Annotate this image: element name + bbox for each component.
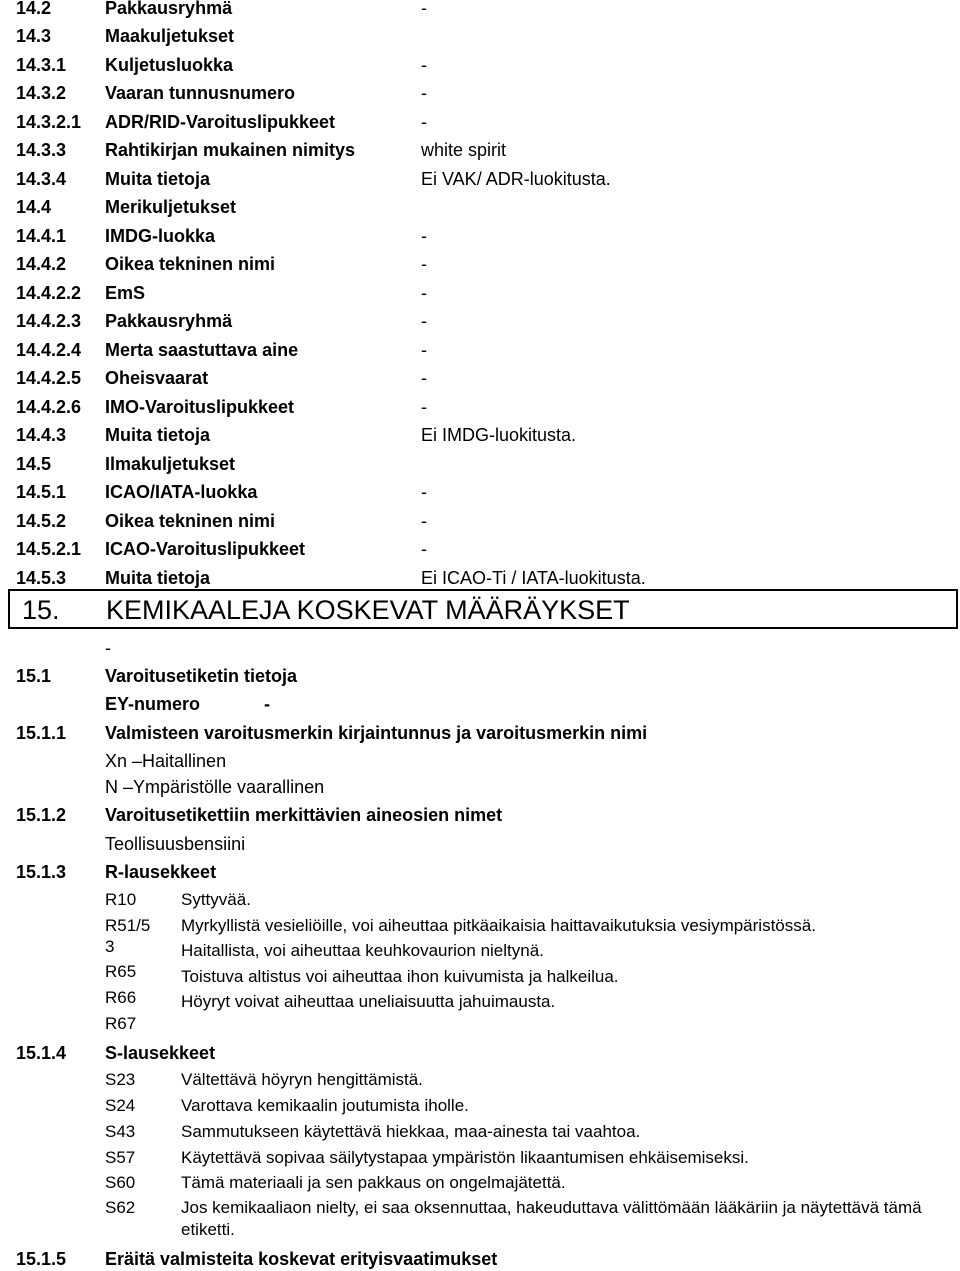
row-number: 14.3.4 bbox=[16, 169, 67, 189]
s-phrase-code: S57 bbox=[105, 1148, 136, 1167]
row-14-5-3 bbox=[0, 566, 960, 590]
row-14-3-4 bbox=[0, 167, 960, 191]
r-phrase-text: Haitallista, voi aiheuttaa keuhkovaurion nieltynä. bbox=[181, 941, 544, 960]
r-phrase-code: R51/5 bbox=[105, 916, 151, 935]
row-label: S-lausekkeet bbox=[105, 1043, 216, 1063]
s-phrase-code: S62 bbox=[105, 1198, 136, 1217]
row-value: - bbox=[421, 482, 427, 502]
row-label: EmS bbox=[105, 283, 146, 303]
row-15-1 bbox=[0, 664, 960, 688]
s-phrase-text: Sammutukseen käytettävä hiekkaa, maa-ainesta tai vaahtoa. bbox=[181, 1122, 641, 1141]
row-label: IMO-Varoituslipukkeet bbox=[105, 397, 295, 417]
row-value: - bbox=[421, 283, 427, 303]
r-phrase-text: Toistuva altistus voi aiheuttaa ihon kuivumista ja halkeilua. bbox=[181, 967, 619, 986]
ey-number-row bbox=[0, 692, 960, 716]
row-value: Ei VAK/ ADR-luokitusta. bbox=[421, 169, 611, 189]
row-label: Kuljetusluokka bbox=[105, 55, 234, 75]
row-label: Oikea tekninen nimi bbox=[105, 254, 276, 274]
row-value: - bbox=[421, 397, 427, 417]
r-phrase-code: R67 bbox=[105, 1014, 137, 1033]
r-phrase-text: Syttyvää. bbox=[181, 890, 251, 909]
row-label: Varoitusetikettiin merkittävien aineosien nimet bbox=[105, 805, 503, 825]
row-14-3-2-1 bbox=[0, 110, 960, 134]
row-label: Merta saastuttava aine bbox=[105, 340, 299, 360]
row-14-3-1 bbox=[0, 53, 960, 77]
row-number: 14.4.2.5 bbox=[16, 368, 82, 388]
row-14-4-3 bbox=[0, 423, 960, 447]
row-value: - bbox=[421, 368, 427, 388]
r-phrase-code: R65 bbox=[105, 962, 137, 981]
row-number: 14.5.1 bbox=[16, 482, 67, 502]
row-14-3 bbox=[0, 24, 960, 48]
row-label: Oikea tekninen nimi bbox=[105, 511, 276, 531]
row-label: ICAO-Varoituslipukkeet bbox=[105, 539, 306, 559]
s-phrase-text: Käytettävä sopivaa säilytystapaa ympäristön likaantumisen ehkäisemiseksi. bbox=[181, 1148, 749, 1167]
row-14-5-2-1 bbox=[0, 537, 960, 561]
row-value: white spirit bbox=[421, 140, 507, 160]
row-number: 14.5.2.1 bbox=[16, 539, 82, 559]
row-value: - bbox=[421, 83, 427, 103]
row-value: - bbox=[421, 511, 427, 531]
row-label: Varoitusetiketin tietoja bbox=[105, 666, 298, 686]
row-label: Valmisteen varoitusmerkin kirjaintunnus ja varoitusmerkin nimi bbox=[105, 723, 648, 743]
r-phrase-code: 3 bbox=[105, 937, 115, 956]
row-14-4-2-6 bbox=[0, 395, 960, 419]
row-value: - bbox=[421, 112, 427, 132]
s-phrase-code: S43 bbox=[105, 1122, 136, 1141]
row-number: 14.4.2.2 bbox=[16, 283, 82, 303]
row-15-1-3 bbox=[0, 860, 960, 884]
row-14-5-2 bbox=[0, 509, 960, 533]
row-number: 14.5 bbox=[16, 454, 52, 474]
row-number: 15.1.5 bbox=[16, 1249, 67, 1269]
s-phrase-text: Tämä materiaali ja sen pakkaus on ongelmajätettä. bbox=[181, 1173, 566, 1192]
s-phrase-text: Jos kemikaaliaon nielty, ei saa oksennuttaa, hakeuduttava välittömään lääkäriin ja näytettävä tämä etiketti. bbox=[181, 1198, 922, 1239]
row-value: - bbox=[421, 55, 427, 75]
hazard-symbol-xn: Xn –Haitallinen bbox=[105, 751, 227, 771]
row-value: - bbox=[421, 340, 427, 360]
section-title: KEMIKAALEJA KOSKEVAT MÄÄRÄYKSET bbox=[106, 595, 630, 625]
row-value: - bbox=[421, 0, 427, 18]
row-label: Pakkausryhmä bbox=[105, 0, 233, 18]
row-value: - bbox=[421, 254, 427, 274]
row-15-1-2 bbox=[0, 803, 960, 827]
row-number: 14.4.2.3 bbox=[16, 311, 82, 331]
row-label: Vaaran tunnusnumero bbox=[105, 83, 296, 103]
row-label: Maakuljetukset bbox=[105, 26, 235, 46]
row-label: Merikuljetukset bbox=[105, 197, 237, 217]
row-14-4-2-3 bbox=[0, 309, 960, 333]
row-number: 14.4.2 bbox=[16, 254, 67, 274]
r-phrase-code: R10 bbox=[105, 890, 137, 909]
row-value: - bbox=[421, 226, 427, 246]
row-number: 14.4.3 bbox=[16, 425, 67, 445]
row-number: 14.4.2.4 bbox=[16, 340, 82, 360]
r-phrase-code: R66 bbox=[105, 988, 137, 1007]
row-14-4-2 bbox=[0, 252, 960, 276]
row-15-1-1 bbox=[0, 721, 960, 745]
row-label: Eräitä valmisteita koskevat erityisvaatimukset bbox=[105, 1249, 498, 1269]
section-15-header bbox=[8, 589, 958, 629]
row-value: Ei IMDG-luokitusta. bbox=[421, 425, 577, 445]
row-15-1-5 bbox=[0, 1247, 960, 1271]
row-label: Rahtikirjan mukainen nimitys bbox=[105, 140, 356, 160]
row-number: 14.3.2 bbox=[16, 83, 67, 103]
row-number: 14.4.2.6 bbox=[16, 397, 82, 417]
row-label: R-lausekkeet bbox=[105, 862, 217, 882]
row-label: IMDG-luokka bbox=[105, 226, 216, 246]
row-label: Ilmakuljetukset bbox=[105, 454, 236, 474]
row-value: Ei ICAO-Ti / IATA-luokitusta. bbox=[421, 568, 646, 588]
row-label: Pakkausryhmä bbox=[105, 311, 233, 331]
row-number: 14.5.2 bbox=[16, 511, 67, 531]
row-14-2 bbox=[0, 0, 960, 20]
hazard-symbol-n: N –Ympäristölle vaarallinen bbox=[105, 777, 325, 797]
s-phrase-code: S24 bbox=[105, 1096, 136, 1115]
row-number: 15.1.1 bbox=[16, 723, 67, 743]
row-number: 14.3.3 bbox=[16, 140, 67, 160]
ey-number-label: EY-numero bbox=[105, 694, 201, 714]
row-label: Muita tietoja bbox=[105, 169, 211, 189]
row-number: 15.1.2 bbox=[16, 805, 67, 825]
row-15-1-4 bbox=[0, 1041, 960, 1065]
row-14-4 bbox=[0, 195, 960, 219]
r-phrase-text: Myrkyllistä vesieliöille, voi aiheuttaa pitkäaikaisia haittavaikutuksia vesiympäristössä. bbox=[181, 916, 816, 935]
row-14-4-2-2 bbox=[0, 281, 960, 305]
row-label: Oheisvaarat bbox=[105, 368, 209, 388]
row-14-4-1 bbox=[0, 224, 960, 248]
row-number: 15.1.3 bbox=[16, 862, 67, 882]
s-phrase-text: Varottava kemikaalin joutumista iholle. bbox=[181, 1096, 469, 1115]
row-label: Muita tietoja bbox=[105, 568, 211, 588]
row-label: Muita tietoja bbox=[105, 425, 211, 445]
row-number: 14.2 bbox=[16, 0, 52, 18]
row-number: 15.1.4 bbox=[16, 1043, 67, 1063]
row-number: 14.3.1 bbox=[16, 55, 67, 75]
row-value: - bbox=[421, 539, 427, 559]
row-value: - bbox=[421, 311, 427, 331]
r-phrase-text: Höyryt voivat aiheuttaa uneliaisuutta jahuimausta. bbox=[181, 992, 556, 1011]
row-14-3-3 bbox=[0, 138, 960, 162]
row-number: 14.4.1 bbox=[16, 226, 67, 246]
row-number: 14.3 bbox=[16, 26, 52, 46]
row-number: 14.5.3 bbox=[16, 568, 67, 588]
row-14-3-2 bbox=[0, 81, 960, 105]
row-14-4-2-5 bbox=[0, 366, 960, 390]
s-phrase-code: S60 bbox=[105, 1173, 136, 1192]
row-14-5 bbox=[0, 452, 960, 476]
s-phrase-text: Vältettävä höyryn hengittämistä. bbox=[181, 1070, 423, 1089]
row-number: 15.1 bbox=[16, 666, 52, 686]
ey-number-value: - bbox=[264, 694, 270, 714]
ingredient-name: Teollisuusbensiini bbox=[105, 834, 246, 854]
section-number: 15. bbox=[22, 595, 60, 625]
row-number: 14.4 bbox=[16, 197, 52, 217]
row-number: 14.3.2.1 bbox=[16, 112, 82, 132]
row-label: ICAO/IATA-luokka bbox=[105, 482, 258, 502]
row-label: ADR/RID-Varoituslipukkeet bbox=[105, 112, 336, 132]
row-14-5-1 bbox=[0, 480, 960, 504]
section-15-dash: - bbox=[105, 638, 111, 658]
s-phrase-code: S23 bbox=[105, 1070, 136, 1089]
row-14-4-2-4 bbox=[0, 338, 960, 362]
